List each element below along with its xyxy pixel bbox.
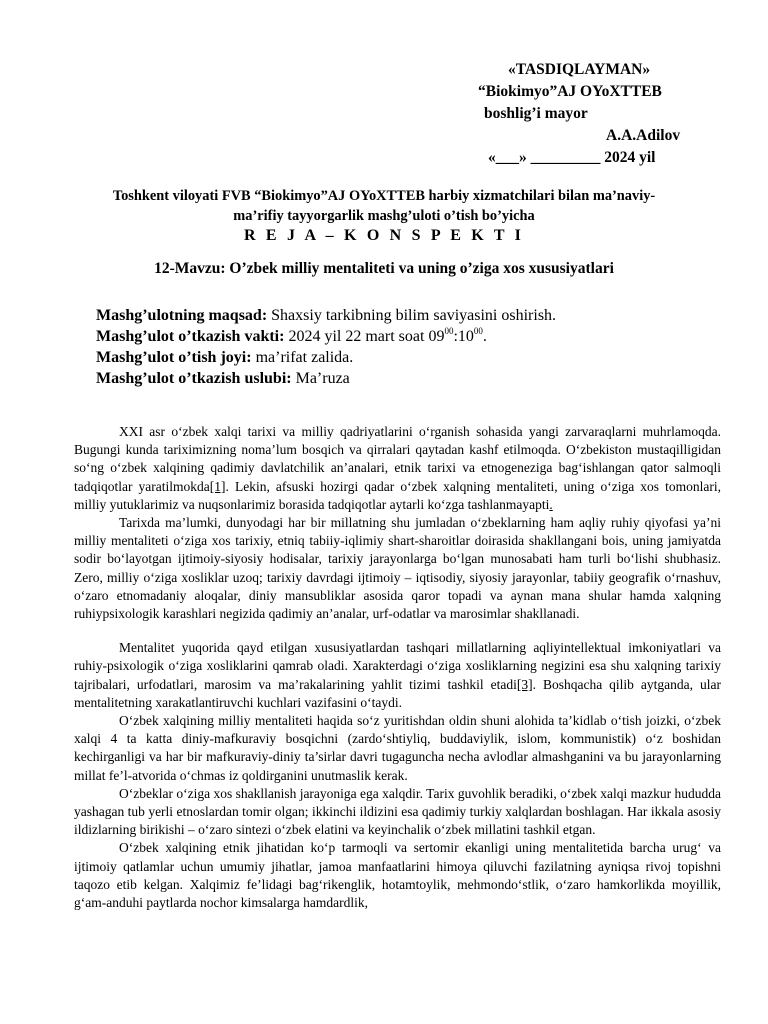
goal-label: Mashg’ulotning maqsad: [96,307,268,324]
approval-date: «___» _________ 2024 yil [488,149,656,166]
approval-signatory: A.A.Adilov [606,127,681,144]
paragraph-3-text: Mentalitet yuqorida qayd etilgan xususiyatlardan tashqari millatlarning aqliyintellektual imkoniyatlari va ruhiy-psixologik o‘ziga xosliklarini qamrab oladi. Xarakterdagi o‘ziga xosliklarning negizini esa shu xalqning tarixiy tajribalari, urfodatlari, marosim va ma’rakalarining yahlit tizimi tashkil etadi [74,640,721,692]
paragraph-3 [74,639,721,712]
place-label: Mashg’ulot o’tish joyi: [96,349,252,366]
session-goal [96,305,736,326]
time-value: 2024 yil 22 mart soat 09 [284,328,445,345]
approval-organization: “Biokimyo”AJ OYoXTTEB [478,83,662,100]
paragraph-4: O‘zbek xalqining milliy mentaliteti haqida so‘z yuritishdan oldin shuni alohida ta’kidlab o‘tish joizki, o‘zbek xalqi 4 ta katta diniy-mafkuraviy bosqichni (zardo‘shtiyliq, buddaviylik, islom, kommunistik) o‘z boshidan kechirganligi va har bir mafkuraviy-diniy ta’sirlar davri tugaguncha necha avlodlar almashganini va bu jarayonlarning millat fe’l-atvorida o‘chmas iz qoldirganini unutmaslik kerak. [74,713,721,783]
paragraph-1 [74,423,721,514]
goal-value: Shaxsiy tarkibning bilim saviyasini oshirish. [267,307,557,324]
time-middle: :10 [453,328,474,345]
paragraph-1-end: . [549,496,553,512]
session-method [96,368,736,389]
document-title: R E J A – K O N S P E K T I [243,227,525,244]
session-time [96,326,736,347]
paragraph-1-text: XXI asr o‘zbek xalqi tarixi va milliy qadriyatlarini o‘rganish sohasida yangi zarvaraqlarni muhrlamoqda. Bugungi kunda tariximizning noma’lum bosqich va qirralari qaytadan kashf etilmoqda. O‘zbekiston mustaqilligidan so‘ng o‘zbek xalqining qadimiy davlatchilik an’analari, etnik tarixi va etnogeneziga bag‘ishlangan qator salmoqli tadqiqotlar yaratilmokda [74,424,721,494]
method-value: Ma’ruza [291,370,350,387]
approval-position: boshlig’i mayor [484,105,588,122]
session-place [96,347,736,368]
paragraph-2: Tarixda ma’lumki, dunyodagi har bir millatning shu jumladan o‘zbeklarning ham aqliy ruhiy qiyofasi ya’ni milliy mentaliteti o‘ziga xos tarixiy, etniq tabiiy-iqlimiy shart-sharoitlar doirasida shakllangani bois, uning jamiyatda sodir bo‘layotgan ijtimoiy-siyosiy hodisalar, tarixiy jarayonlarga bo‘lgan munosabati ham turli bo‘lishi shubhasiz. Zero, milliy o‘ziga xosliklar uzoq; tarixiy davrdagi ijtimoiy – iqtisodiy, siyosiy jarayonlar, tabiiy geografik o‘rnashuv, o‘zaro etnomadaniy aloqalar, diniy mansubliklar asosida qaror topadi va aynan mana shular hamda xalqning ruhiypsixologik karashlari negizida qadimiy an’analar, urf-odatlar va marosimlar shakllanadi. [74,515,721,622]
time-label: Mashg’ulot o’tkazish vakti: [96,328,285,345]
time-superscript-2: 00 [473,326,483,336]
footnote-ref-1[interactable]: [1] [209,478,226,494]
heading-line-1: Toshkent viloyati FVB “Biokimyo”AJ OYoXTTEB harbiy xizmatchilari bilan ma’naviy- [112,188,656,204]
approval-title: «TASDIQLAYMAN» [508,61,651,78]
method-label: Mashg’ulot o’tkazish uslubi: [96,370,292,387]
heading-line-2: ma’rifiy tayyorgarlik mashg’uloti o’tish bo’yicha [233,208,535,224]
paragraph-3-text-cont: . Boshqacha qilib aytganda, ular mentalitetning xarakatlantiruvchi kuchlari vazifasini o‘taydi. [74,676,722,710]
paragraph-5: O‘zbeklar o‘ziga xos shakllanish jarayoniga ega xalqdir. Tarix guvohlik beradiki, o‘zbek xalqi mazkur hududda yashagan tub yerli etnoslardan tomir olgan; ikkinchi ildizini esa qadimiy turkiy xalqlardan boshlagan. Har ikkala asosiy ildizlarning birikishi – o‘zaro sintezi o‘zbek elatini va keyinchalik o‘zbek millatini tashkil etgan. [74,785,721,838]
document-heading [40,186,728,246]
time-end: . [482,328,487,345]
place-value: ma’rifat zalida. [251,349,354,366]
paragraph-1-text-cont: . Lekin, afsuski hozirgi qadar o‘zbek xalqning mentaliteti, uning o‘ziga xos tomonlari, milliy yutuklarimiz va nuqsonlarimiz borasida tadqiqotlar aytarli ko‘zga tashlanmayapti [74,478,721,512]
footnote-ref-3[interactable]: [3] [516,676,533,692]
document-body [74,423,721,912]
topic-title: 12-Mavzu: O’zbek milliy mentaliteti va uning o’ziga xos xususiyatlari [154,260,614,277]
paragraph-6: O‘zbek xalqining etnik jihatidan ko‘p tarmoqli va sertomir ekanligi uning mentalitetida barcha urug‘ va ijtimoiy qatlamlar uchun umumiy jihatlar, jamoa manfaatlarini himoya qiluvchi fazilatning ayniqsa rivoj topishni taqozo etib kelgan. Xalqimiz fe’lidagi bag‘rikenglik, hotamtoylik, mehmondo‘stlik, o‘zaro hamkorlikda moyillik, g‘am-anduhi paytlarda nochor kimsalarga hamdardlik, [74,840,721,911]
time-superscript-1: 00 [444,326,454,336]
approval-block [478,59,718,169]
session-details [96,305,736,389]
